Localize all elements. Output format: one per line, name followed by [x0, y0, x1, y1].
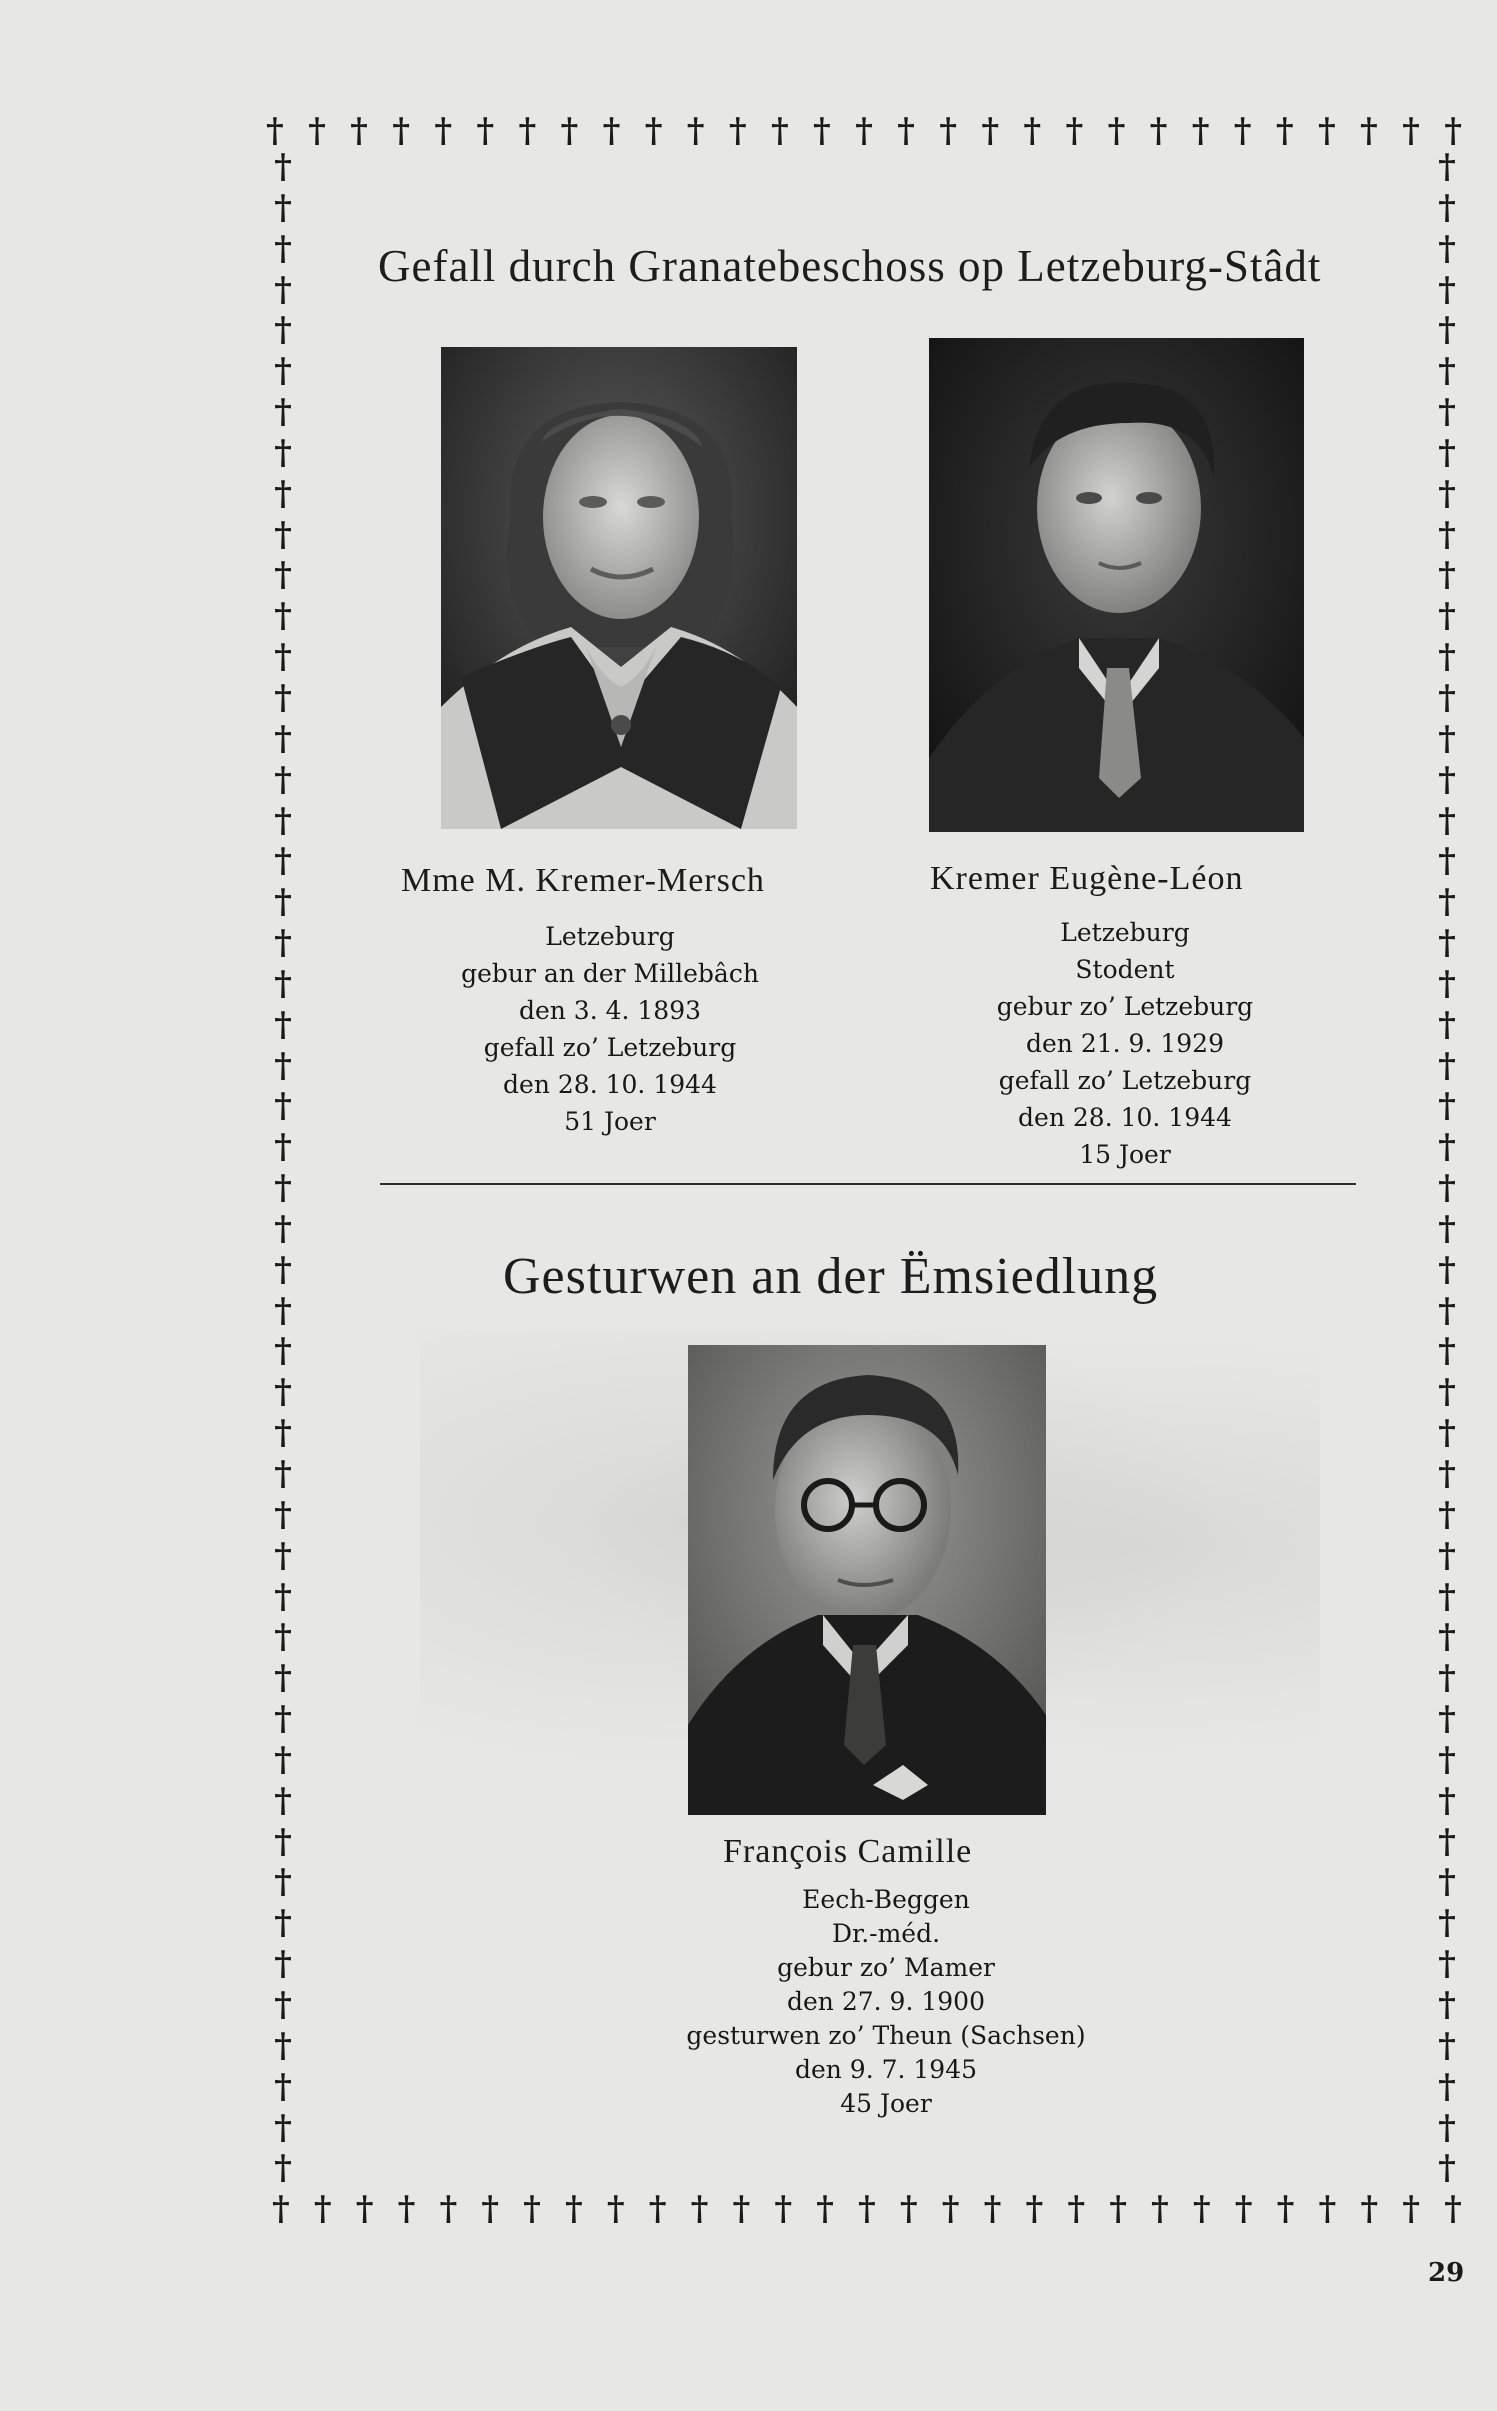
- cross-icon: †: [274, 2148, 292, 2189]
- cross-icon: †: [274, 392, 292, 433]
- cross-icon: †: [274, 637, 292, 678]
- cross-icon: †: [523, 2189, 541, 2229]
- cross-icon: †: [274, 718, 292, 759]
- cross-icon: †: [644, 111, 663, 151]
- cross-icon: †: [1438, 1086, 1456, 1127]
- cross-icon: †: [1438, 1780, 1456, 1821]
- cross-icon: †: [274, 2107, 292, 2148]
- info-line: den 27. 9. 1900: [787, 1987, 985, 2016]
- cross-icon: †: [274, 1821, 292, 1862]
- cross-icon: †: [274, 1004, 292, 1045]
- cross-icon: †: [1438, 882, 1456, 923]
- cross-icon: †: [274, 1903, 292, 1944]
- cross-icon: †: [1233, 111, 1252, 151]
- portrait-photo-francois-camille: [688, 1345, 1046, 1815]
- cross-icon: †: [313, 2189, 332, 2229]
- cross-icon: †: [274, 1045, 292, 1086]
- cross-icon: †: [1438, 1984, 1456, 2025]
- cross-icon: †: [606, 2189, 625, 2229]
- cross-icon: †: [1438, 1862, 1456, 1903]
- cross-icon: †: [274, 1617, 292, 1658]
- cross-icon: †: [1107, 111, 1126, 151]
- cross-icon: †: [939, 111, 958, 151]
- cross-icon: †: [274, 1331, 292, 1372]
- cross-icon: †: [1438, 1617, 1456, 1658]
- cross-icon: †: [1438, 187, 1456, 228]
- cross-icon: †: [274, 1535, 292, 1576]
- cross-icon: †: [1438, 963, 1456, 1004]
- cross-icon: †: [1191, 111, 1210, 151]
- cross-icon: †: [274, 1739, 292, 1780]
- cross-icon: †: [274, 1944, 292, 1985]
- cross-icon: †: [1360, 111, 1378, 151]
- cross-icon: †: [355, 2189, 374, 2229]
- cross-icon: †: [274, 882, 292, 923]
- info-line: den 9. 7. 1945: [794, 2055, 978, 2084]
- cross-icon: †: [1438, 596, 1456, 637]
- cross-icon: †: [1438, 1576, 1456, 1617]
- cross-icon: †: [1109, 2189, 1127, 2229]
- cross-icon: †: [1438, 473, 1456, 514]
- cross-icon: †: [1438, 677, 1456, 718]
- cross-icon: †: [1438, 1004, 1456, 1045]
- cross-icon: †: [899, 2189, 918, 2229]
- cross-icon: †: [274, 310, 292, 351]
- cross-icon: †: [274, 1699, 292, 1740]
- info-line: gebur zo’ Mamer: [777, 1953, 995, 1982]
- cross-icon: †: [983, 2189, 1002, 2229]
- cross-icon: †: [1067, 2189, 1086, 2229]
- cross-icon: †: [1402, 111, 1420, 151]
- cross-icon: †: [1025, 2189, 1044, 2229]
- cross-icon: †: [274, 1454, 292, 1494]
- cross-icon: †: [274, 2066, 292, 2107]
- cross-icon: †: [272, 2189, 290, 2229]
- cross-icon: †: [274, 963, 292, 1004]
- cross-icon: †: [274, 1413, 292, 1454]
- cross-icon: †: [274, 841, 292, 882]
- cross-icon: †: [274, 514, 292, 555]
- cross-icon: †: [1360, 2189, 1379, 2229]
- info-line: Letzeburg: [545, 922, 675, 951]
- cross-icon: †: [274, 1372, 292, 1413]
- info-line: gefall zo’ Letzeburg: [998, 1066, 1252, 1095]
- cross-border-bottom: [272, 2189, 1462, 2229]
- cross-icon: †: [1438, 923, 1456, 964]
- cross-icon: †: [274, 555, 292, 596]
- cross-icon: †: [1438, 2107, 1456, 2148]
- info-line: Eech-Beggen: [802, 1885, 970, 1914]
- name-kremer-mersch: Mme M. Kremer-Mersch: [401, 862, 765, 899]
- cross-icon: †: [274, 1290, 292, 1331]
- cross-icon: †: [274, 351, 292, 392]
- cross-icon: †: [1438, 841, 1456, 882]
- cross-icon: †: [1192, 2189, 1211, 2229]
- cross-icon: †: [1438, 1249, 1456, 1290]
- name-francois-camille: François Camille: [723, 1833, 973, 1870]
- cross-icon: †: [897, 111, 915, 151]
- portrait-woman-image: [441, 347, 797, 829]
- cross-icon: †: [1438, 1454, 1456, 1494]
- cross-icon: †: [274, 473, 292, 514]
- cross-icon: †: [770, 111, 789, 151]
- cross-icon: †: [1438, 1413, 1456, 1454]
- name-kremer-eugene-leon: Kremer Eugène-Léon: [930, 860, 1244, 897]
- info-line: den 21. 9. 1929: [1026, 1029, 1224, 1058]
- cross-icon: †: [816, 2189, 834, 2229]
- cross-icon: †: [274, 1658, 292, 1699]
- cross-icon: †: [274, 1127, 292, 1168]
- cross-icon: †: [1438, 1494, 1456, 1535]
- cross-icon: †: [686, 111, 705, 151]
- cross-icon: †: [1438, 392, 1456, 433]
- cross-icon: †: [1438, 310, 1456, 351]
- cross-icon: †: [1065, 111, 1084, 151]
- info-line: den 28. 10. 1944: [503, 1070, 717, 1099]
- cross-icon: †: [274, 759, 292, 800]
- cross-icon: †: [476, 111, 495, 151]
- cross-icon: †: [1438, 1045, 1456, 1086]
- cross-icon: †: [1438, 1821, 1456, 1862]
- cross-icon: †: [1438, 1208, 1456, 1249]
- cross-icon: †: [1438, 1168, 1456, 1209]
- cross-icon: †: [813, 111, 831, 151]
- info-kremer-eugene-leon: [930, 914, 1320, 1173]
- cross-icon: †: [274, 187, 292, 228]
- cross-icon: †: [266, 111, 284, 151]
- cross-icon: †: [690, 2189, 709, 2229]
- page-number: 29: [1428, 2258, 1465, 2288]
- cross-icon: †: [981, 111, 1000, 151]
- cross-icon: †: [1438, 1699, 1456, 1740]
- section-title-shelling: Gefall durch Granatebeschoss op Letzeburg-Stâdt: [378, 241, 1322, 291]
- cross-icon: †: [1438, 1739, 1456, 1780]
- cross-icon: †: [274, 1249, 292, 1290]
- cross-icon: †: [728, 111, 747, 151]
- cross-icon: †: [602, 111, 621, 151]
- cross-icon: †: [1438, 1331, 1456, 1372]
- cross-icon: †: [434, 111, 453, 151]
- cross-icon: †: [274, 1494, 292, 1535]
- cross-icon: †: [1438, 1658, 1456, 1699]
- cross-icon: †: [274, 432, 292, 473]
- cross-icon: †: [1438, 1127, 1456, 1168]
- cross-icon: †: [1444, 2189, 1462, 2229]
- cross-icon: †: [274, 1984, 292, 2025]
- cross-icon: †: [1438, 1903, 1456, 1944]
- cross-icon: †: [274, 1576, 292, 1617]
- cross-icon: †: [1438, 269, 1456, 310]
- cross-icon: †: [308, 111, 326, 151]
- cross-icon: †: [397, 2189, 416, 2229]
- section-title-evacuation: Gesturwen an der Ëmsiedlung: [503, 1248, 1159, 1305]
- cross-icon: †: [1318, 2189, 1337, 2229]
- cross-icon: †: [274, 800, 292, 841]
- cross-border-right: [1432, 147, 1462, 2189]
- portrait-photo-kremer-eugene-leon: [929, 338, 1304, 832]
- info-line: gesturwen zo’ Theun (Sachsen): [686, 2021, 1086, 2050]
- cross-icon: †: [274, 1086, 292, 1127]
- cross-icon: †: [648, 2189, 667, 2229]
- cross-border-top: [266, 111, 1462, 151]
- cross-icon: †: [274, 596, 292, 637]
- cross-icon: †: [1438, 514, 1456, 555]
- cross-icon: †: [1438, 2025, 1456, 2066]
- cross-icon: †: [274, 1780, 292, 1821]
- info-line: gebur zo’ Letzeburg: [996, 992, 1254, 1021]
- cross-icon: †: [1438, 718, 1456, 759]
- info-line: den 28. 10. 1944: [1018, 1103, 1232, 1132]
- section-divider: [380, 1183, 1356, 1185]
- cross-icon: †: [274, 269, 292, 310]
- info-line: gebur an der Millebâch: [461, 959, 759, 988]
- cross-icon: †: [1402, 2189, 1420, 2229]
- cross-icon: †: [1438, 1944, 1456, 1985]
- cross-icon: †: [274, 1862, 292, 1903]
- cross-icon: †: [560, 111, 579, 151]
- cross-icon: †: [392, 111, 411, 151]
- cross-icon: †: [439, 2189, 458, 2229]
- cross-icon: †: [858, 2189, 876, 2229]
- cross-icon: †: [350, 111, 368, 151]
- cross-icon: †: [274, 1168, 292, 1209]
- cross-icon: †: [774, 2189, 793, 2229]
- cross-icon: †: [941, 2189, 960, 2229]
- cross-icon: †: [274, 677, 292, 718]
- info-kremer-mersch: [415, 918, 805, 1140]
- portrait-man-image: [688, 1345, 1046, 1815]
- info-line: den 3. 4. 1893: [518, 996, 702, 1025]
- cross-icon: †: [1151, 2189, 1169, 2229]
- cross-icon: †: [1438, 228, 1456, 269]
- cross-icon: †: [1275, 111, 1294, 151]
- info-francois-camille: [686, 1883, 1086, 2121]
- cross-icon: †: [855, 111, 873, 151]
- cross-icon: †: [518, 111, 537, 151]
- cross-icon: †: [1276, 2189, 1295, 2229]
- cross-icon: †: [1438, 1535, 1456, 1576]
- cross-icon: †: [1149, 111, 1168, 151]
- cross-icon: †: [1444, 111, 1462, 151]
- info-line: Dr.-méd.: [831, 1919, 941, 1948]
- info-line: Letzeburg: [1060, 918, 1190, 947]
- cross-icon: †: [1438, 1290, 1456, 1331]
- cross-icon: †: [1438, 147, 1456, 187]
- cross-icon: †: [481, 2189, 500, 2229]
- cross-icon: †: [274, 2025, 292, 2066]
- cross-icon: †: [1023, 111, 1042, 151]
- cross-icon: †: [1438, 759, 1456, 800]
- cross-icon: †: [1438, 800, 1456, 841]
- cross-icon: †: [1438, 1372, 1456, 1413]
- info-line: 51 Joer: [564, 1107, 656, 1136]
- cross-border-left: [268, 147, 298, 2189]
- cross-icon: †: [1438, 432, 1456, 473]
- info-line: 15 Joer: [1079, 1140, 1171, 1169]
- cross-icon: †: [732, 2189, 751, 2229]
- cross-icon: †: [1438, 2148, 1456, 2189]
- cross-icon: †: [1438, 555, 1456, 596]
- portrait-photo-kremer-mersch: [441, 347, 797, 829]
- cross-icon: †: [274, 1208, 292, 1249]
- cross-icon: †: [274, 228, 292, 269]
- cross-icon: †: [565, 2189, 583, 2229]
- cross-icon: †: [274, 147, 292, 187]
- portrait-boy-image: [929, 338, 1304, 832]
- info-line: gefall zo’ Letzeburg: [483, 1033, 737, 1062]
- info-line: 45 Joer: [840, 2089, 932, 2118]
- cross-icon: †: [1317, 111, 1336, 151]
- info-line: Stodent: [1075, 955, 1175, 984]
- cross-icon: †: [1234, 2189, 1253, 2229]
- cross-icon: †: [274, 923, 292, 964]
- cross-icon: †: [1438, 2066, 1456, 2107]
- cross-icon: †: [1438, 351, 1456, 392]
- cross-icon: †: [1438, 637, 1456, 678]
